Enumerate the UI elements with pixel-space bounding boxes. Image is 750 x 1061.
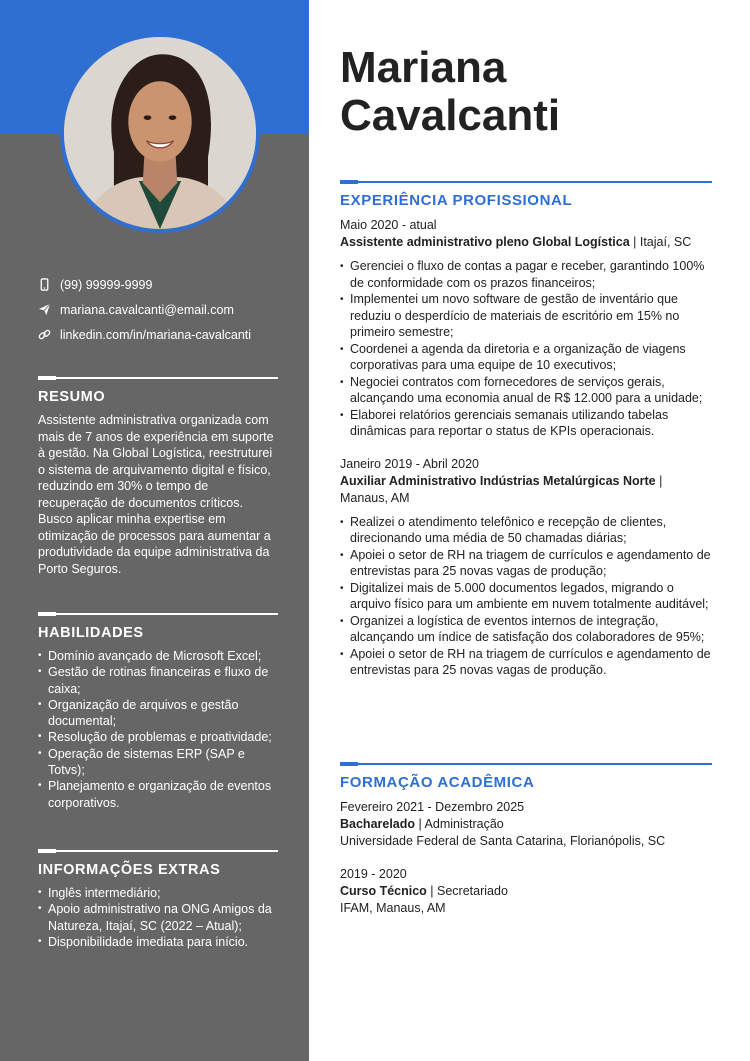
education-degree: Bacharelado bbox=[340, 817, 416, 831]
list-item: • Organizei a logística de eventos internos de integração, alcançando um índice de satisfação dos colaboradores de 95%; bbox=[340, 613, 712, 646]
job-entry bbox=[340, 217, 712, 440]
contact-info bbox=[37, 272, 287, 347]
phone-text: (99) 99999-9999 bbox=[60, 277, 153, 292]
job-title-line bbox=[340, 473, 712, 507]
job-period: Janeiro 2019 - Abril 2020 bbox=[340, 456, 479, 471]
avatar bbox=[60, 33, 260, 233]
section-divider bbox=[38, 849, 278, 852]
extras-list bbox=[38, 885, 278, 950]
list-item: • Coordenei a agenda da diretoria e a organização de viagens corporativas para uma equipe de 10 executivos; bbox=[340, 341, 712, 374]
formacao-section bbox=[340, 762, 712, 917]
list-item: • Realizei o atendimento telefônico e recepção de clientes, direcionando uma média de 50 chamadas diárias; bbox=[340, 514, 712, 547]
list-item: • Gerenciei o fluxo de contas a pagar e receber, garantindo 100% de conformidade com os prazos financeiros; bbox=[340, 258, 712, 291]
phone-icon bbox=[37, 278, 51, 292]
section-divider bbox=[38, 376, 278, 379]
contact-phone bbox=[37, 272, 287, 297]
section-divider bbox=[340, 762, 712, 766]
send-icon bbox=[37, 303, 51, 317]
list-item: • Implementei um novo software de gestão de inventário que reduziu o desperdício de materiais de escritório em 15% no primeiro semestre; bbox=[340, 291, 712, 341]
education-institution: IFAM, Manaus, AM bbox=[340, 901, 446, 915]
job-location: | Manaus, AM bbox=[340, 473, 663, 505]
habilidades-list bbox=[38, 648, 278, 811]
section-divider bbox=[340, 180, 712, 184]
email-text[interactable]: mariana.cavalcanti@email.com bbox=[60, 302, 234, 317]
education-field: | Secretariado bbox=[426, 884, 508, 898]
list-item: • Inglês intermediário; bbox=[38, 885, 278, 901]
list-item: • Apoio administrativo na ONG Amigos da Natureza, Itajaí, SC (2022 – Atual); bbox=[38, 901, 278, 934]
experiencia-heading: EXPERIÊNCIA PROFISSIONAL bbox=[340, 192, 573, 209]
habilidades-heading: HABILIDADES bbox=[38, 625, 144, 641]
job-achievements bbox=[340, 514, 712, 679]
list-item: • Disponibilidade imediata para início. bbox=[38, 934, 278, 950]
list-item: • Planejamento e organização de eventos corporativos. bbox=[38, 778, 278, 811]
education-institution: Universidade Federal de Santa Catarina, Florianópolis, SC bbox=[340, 834, 666, 848]
education-period: Fevereiro 2021 - Dezembro 2025 bbox=[340, 800, 525, 814]
list-item: • Apoiei o setor de RH na triagem de currículos e agendamento de entrevistas para 25 novas vagas de produção. bbox=[340, 646, 712, 679]
list-item: • Resolução de problemas e proatividade; bbox=[38, 729, 278, 745]
contact-email[interactable] bbox=[37, 297, 287, 322]
list-item: • Operação de sistemas ERP (SAP e Totvs); bbox=[38, 746, 278, 779]
list-item: • Digitalizei mais de 5.000 documentos legados, migrando o arquivo físico para um ambiente em nuvem totalmente auditável; bbox=[340, 580, 712, 613]
section-divider bbox=[38, 612, 278, 615]
profile-photo bbox=[64, 37, 256, 229]
resumo-heading: RESUMO bbox=[38, 389, 106, 405]
contact-linkedin[interactable] bbox=[37, 322, 287, 347]
education-degree-line bbox=[340, 816, 712, 833]
job-title: Auxiliar Administrativo Indústrias Metalúrgicas Norte bbox=[340, 473, 656, 488]
list-item: • Apoiei o setor de RH na triagem de currículos e agendamento de entrevistas para 25 novas vagas de produção; bbox=[340, 547, 712, 580]
sidebar bbox=[0, 0, 309, 1061]
job-period: Maio 2020 - atual bbox=[340, 218, 437, 232]
list-item: • Negociei contratos com fornecedores de serviços gerais, alcançando uma economia anual de R$ 12.000 para a unidade; bbox=[340, 374, 712, 407]
formacao-heading: FORMAÇÃO ACADÊMICA bbox=[340, 774, 535, 791]
job-achievements bbox=[340, 258, 712, 440]
job-entry bbox=[340, 456, 712, 679]
link-icon bbox=[37, 328, 51, 342]
name-first: Mariana bbox=[340, 43, 507, 92]
resumo-section bbox=[38, 376, 278, 577]
education-period: 2019 - 2020 bbox=[340, 867, 407, 881]
education-degree: Curso Técnico bbox=[340, 884, 427, 898]
education-degree-line bbox=[340, 883, 712, 900]
name-last: Cavalcanti bbox=[340, 91, 561, 140]
education-field: | Administração bbox=[415, 817, 504, 831]
list-item: • Gestão de rotinas financeiras e fluxo de caixa; bbox=[38, 664, 278, 697]
education-entry bbox=[340, 866, 712, 917]
extras-section bbox=[38, 849, 278, 950]
experiencia-section bbox=[340, 180, 712, 679]
job-title: Assistente administrativo pleno Global Logística bbox=[340, 235, 630, 249]
candidate-name bbox=[340, 44, 720, 140]
linkedin-text[interactable]: linkedin.com/in/mariana-cavalcanti bbox=[60, 327, 252, 342]
list-item: • Elaborei relatórios gerenciais semanais utilizando tabelas dinâmicas para reportar o status de KPIs operacionais. bbox=[340, 407, 712, 440]
extras-heading: INFORMAÇÕES EXTRAS bbox=[38, 862, 221, 878]
list-item: • Domínio avançado de Microsoft Excel; bbox=[38, 648, 278, 664]
job-title-line bbox=[340, 234, 712, 251]
list-item: • Organização de arquivos e gestão documental; bbox=[38, 697, 278, 730]
job-location: | Itajaí, SC bbox=[629, 235, 692, 249]
education-entry bbox=[340, 799, 712, 850]
resumo-text: Assistente administrativa organizada com mais de 7 anos de experiência em suporte à gestão. Na Global Logística, reestruturei o sistema de arquivamento digital e físico, reduzindo em 30% o tempo de recuperação de documentos críticos. Busco aplicar minha expertise em otimização de processos para aumentar a produtividade da equipe administrativa da Porto Seguros. bbox=[38, 413, 274, 576]
habilidades-section bbox=[38, 612, 278, 811]
